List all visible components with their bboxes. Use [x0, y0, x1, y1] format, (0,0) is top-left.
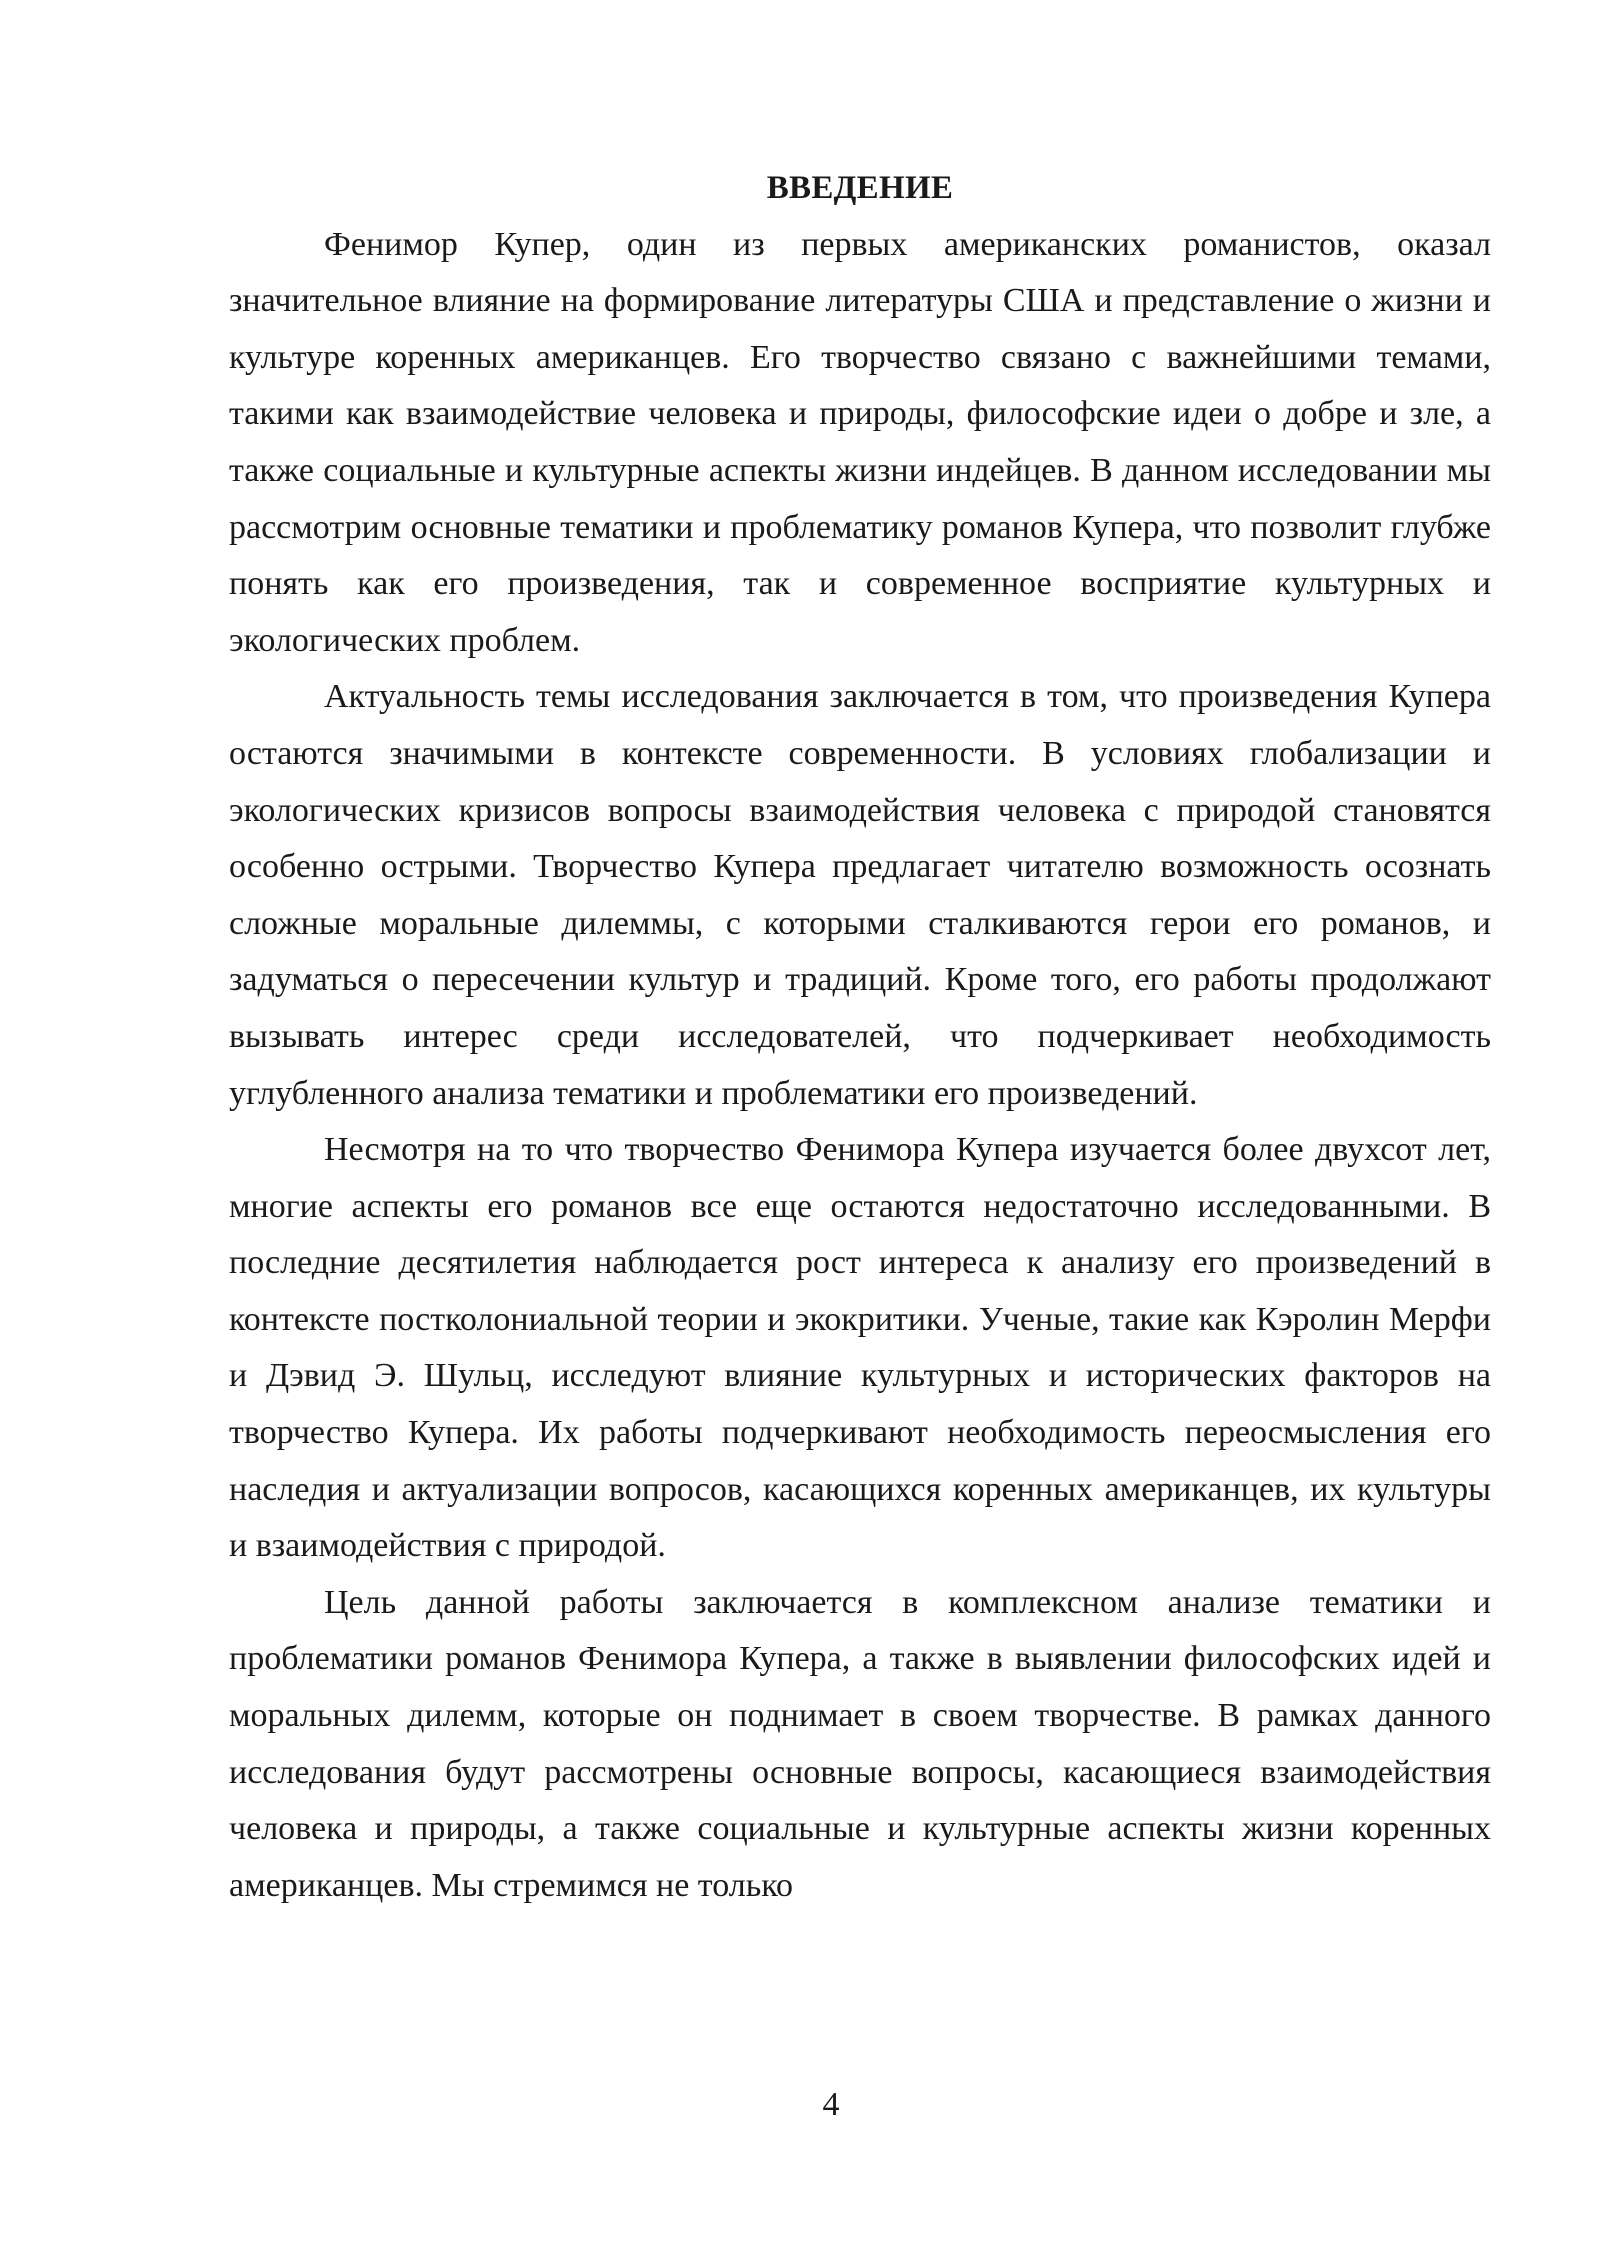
paragraph-relevance: Актуальность темы исследования заключается в том, что произведения Купера остаются значимыми в контексте современности. В условиях глобализации и экологических кризисов вопросы взаимодействия человека с природой становятся особенно острыми. Творчество Купера предлагает читателю возможность осознать сложные моральные дилеммы, с которыми сталкиваются герои его романов, и задуматься о пересечении культур и традиций. Кроме того, его работы продолжают вызывать интерес среди исследователей, что подчеркивает необходимость углубленного анализа тематики и проблематики его произведений. [229, 678, 1491, 1112]
page-content [229, 160, 1491, 1914]
section-heading: ВВЕДЕНИЕ [766, 170, 954, 206]
paragraph-intro: Фенимор Купер, один из первых американских романистов, оказал значительное влияние на формирование литературы США и представление о жизни и культуре коренных американцев. Его творчество связано с важнейшими темами, такими как взаимодействие человека и природы, философские идеи о добре и зле, а также социальные и культурные аспекты жизни индейцев. В данном исследовании мы рассмотрим основные тематики и проблематику романов Купера, что позволит глубже понять как его произведения, так и современное восприятие культурных и экологических проблем. [229, 225, 1491, 659]
page-number: 4 [822, 2086, 840, 2123]
paragraph-goal: Цель данной работы заключается в комплексном анализе тематики и проблематики романов Фенимора Купера, а также в выявлении философских идей и моральных дилемм, которые он поднимает в своем творчестве. В рамках данного исследования будут рассмотрены основные вопросы, касающиеся взаимодействия человека и природы, а также социальные и культурные аспекты жизни коренных американцев. Мы стремимся не только [229, 1583, 1491, 1904]
paragraph-research-state: Несмотря на то что творчество Фенимора Купера изучается более двухсот лет, многие аспекты его романов все еще остаются недостаточно исследованными. В последние десятилетия наблюдается рост интереса к анализу его произведений в контексте постколониальной теории и экокритики. Ученые, такие как Кэролин Мерфи и Дэвид Э. Шульц, исследуют влияние культурных и исторических факторов на творчество Купера. Их работы подчеркивают необходимость переосмысления его наследия и актуализации вопросов, касающихся коренных американцев, их культуры и взаимодействия с природой. [229, 1131, 1491, 1565]
